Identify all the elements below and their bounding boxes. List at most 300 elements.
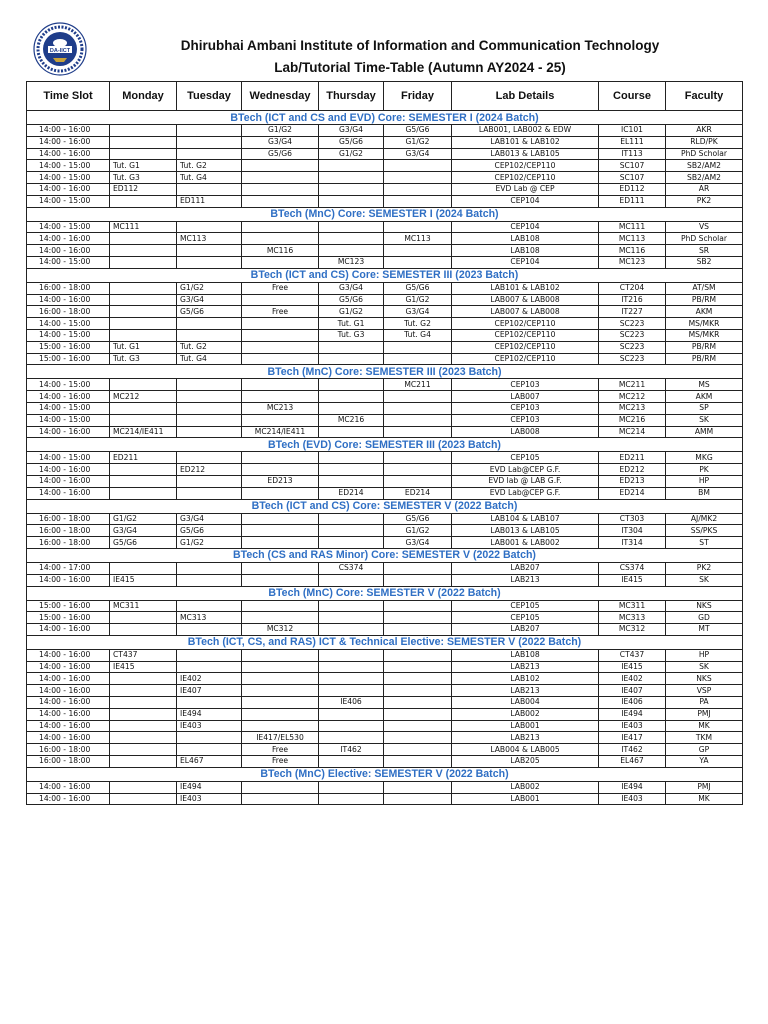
cell-time-slot: 14:00 - 16:00 — [27, 574, 110, 586]
cell-thursday — [319, 160, 384, 172]
cell-thursday: MC123 — [319, 256, 384, 268]
cell-lab-details: CEP103 — [452, 414, 599, 426]
section-header-row — [27, 499, 743, 513]
cell-lab-details: EVD Lab@CEP G.F. — [452, 487, 599, 499]
cell-thursday — [319, 685, 384, 697]
cell-wednesday — [242, 685, 319, 697]
cell-lab-details: LAB102 — [452, 673, 599, 685]
cell-monday: G5/G6 — [110, 537, 177, 549]
cell-lab-details: LAB213 — [452, 574, 599, 586]
cell-time-slot: 16:00 - 18:00 — [27, 306, 110, 318]
cell-course: IT113 — [599, 148, 666, 160]
cell-wednesday: G5/G6 — [242, 148, 319, 160]
cell-time-slot: 14:00 - 16:00 — [27, 125, 110, 137]
section-title: BTech (ICT and CS) Core: SEMESTER III (2023 Batch) — [27, 268, 743, 282]
cell-tuesday: Tut. G2 — [177, 341, 242, 353]
cell-time-slot: 14:00 - 17:00 — [27, 562, 110, 574]
cell-tuesday — [177, 379, 242, 391]
cell-faculty: PhD Scholar — [666, 233, 743, 245]
section-title: BTech (MnC) Core: SEMESTER I (2024 Batch) — [27, 207, 743, 221]
cell-monday — [110, 318, 177, 330]
column-header-course: Course — [599, 82, 666, 111]
cell-monday: Tut. G3 — [110, 353, 177, 365]
cell-faculty: YA — [666, 756, 743, 768]
cell-course: IT304 — [599, 525, 666, 537]
cell-lab-details: EVD lab @ LAB G.F. — [452, 475, 599, 487]
column-header-time-slot: Time Slot — [27, 82, 110, 111]
table-row — [27, 256, 743, 268]
table-row — [27, 318, 743, 330]
cell-friday: G3/G4 — [384, 306, 452, 318]
cell-friday — [384, 353, 452, 365]
cell-monday — [110, 793, 177, 805]
cell-time-slot: 14:00 - 16:00 — [27, 793, 110, 805]
column-header-wednesday: Wednesday — [242, 82, 319, 111]
cell-monday — [110, 306, 177, 318]
cell-faculty: ST — [666, 537, 743, 549]
cell-monday: MC111 — [110, 221, 177, 233]
cell-thursday — [319, 475, 384, 487]
cell-time-slot: 14:00 - 16:00 — [27, 685, 110, 697]
cell-friday — [384, 391, 452, 403]
cell-faculty: VS — [666, 221, 743, 233]
cell-friday — [384, 183, 452, 195]
cell-lab-details: CEP105 — [452, 600, 599, 612]
cell-time-slot: 14:00 - 16:00 — [27, 391, 110, 403]
cell-tuesday: IE403 — [177, 720, 242, 732]
cell-faculty: SK — [666, 414, 743, 426]
cell-time-slot: 14:00 - 15:00 — [27, 414, 110, 426]
cell-thursday: G1/G2 — [319, 306, 384, 318]
cell-wednesday: G1/G2 — [242, 125, 319, 137]
cell-friday — [384, 402, 452, 414]
cell-course: MC116 — [599, 245, 666, 257]
cell-faculty: MKG — [666, 452, 743, 464]
cell-wednesday: Free — [242, 744, 319, 756]
cell-monday — [110, 329, 177, 341]
cell-course: IE494 — [599, 781, 666, 793]
cell-tuesday: G1/G2 — [177, 282, 242, 294]
cell-lab-details: LAB013 & LAB105 — [452, 525, 599, 537]
column-header-tuesday: Tuesday — [177, 82, 242, 111]
cell-thursday — [319, 624, 384, 636]
cell-monday: Tut. G1 — [110, 341, 177, 353]
cell-course: ED211 — [599, 452, 666, 464]
table-row — [27, 612, 743, 624]
cell-faculty: AT/SM — [666, 282, 743, 294]
cell-tuesday — [177, 414, 242, 426]
cell-friday: MC113 — [384, 233, 452, 245]
cell-time-slot: 14:00 - 16:00 — [27, 781, 110, 793]
cell-thursday — [319, 574, 384, 586]
cell-lab-details: LAB001 — [452, 793, 599, 805]
cell-course: IE494 — [599, 708, 666, 720]
cell-thursday: Tut. G1 — [319, 318, 384, 330]
column-header-faculty: Faculty — [666, 82, 743, 111]
cell-faculty: RLD/PK — [666, 136, 743, 148]
cell-lab-details: CEP102/CEP110 — [452, 172, 599, 184]
cell-thursday — [319, 708, 384, 720]
cell-wednesday — [242, 708, 319, 720]
cell-friday — [384, 221, 452, 233]
table-row — [27, 708, 743, 720]
cell-wednesday: ED213 — [242, 475, 319, 487]
table-row — [27, 475, 743, 487]
cell-tuesday: G3/G4 — [177, 513, 242, 525]
cell-wednesday — [242, 414, 319, 426]
cell-tuesday — [177, 732, 242, 744]
column-header-friday: Friday — [384, 82, 452, 111]
cell-tuesday: IE402 — [177, 673, 242, 685]
cell-thursday — [319, 452, 384, 464]
cell-thursday: Tut. G3 — [319, 329, 384, 341]
cell-wednesday — [242, 649, 319, 661]
cell-lab-details: CEP102/CEP110 — [452, 329, 599, 341]
cell-course: CS374 — [599, 562, 666, 574]
section-title: BTech (MnC) Elective: SEMESTER V (2022 Batch) — [27, 767, 743, 781]
cell-thursday: G3/G4 — [319, 125, 384, 137]
table-row — [27, 195, 743, 207]
cell-tuesday — [177, 562, 242, 574]
cell-course: IE406 — [599, 697, 666, 709]
cell-course: ED212 — [599, 464, 666, 476]
cell-lab-details: LAB207 — [452, 624, 599, 636]
cell-faculty: TKM — [666, 732, 743, 744]
cell-time-slot: 14:00 - 15:00 — [27, 172, 110, 184]
cell-tuesday — [177, 624, 242, 636]
cell-course: SC223 — [599, 318, 666, 330]
cell-monday — [110, 379, 177, 391]
cell-faculty: SB2/AM2 — [666, 172, 743, 184]
cell-wednesday — [242, 793, 319, 805]
cell-thursday — [319, 245, 384, 257]
cell-tuesday: G1/G2 — [177, 537, 242, 549]
cell-wednesday — [242, 353, 319, 365]
cell-time-slot: 14:00 - 16:00 — [27, 233, 110, 245]
cell-lab-details: CEP102/CEP110 — [452, 318, 599, 330]
cell-wednesday — [242, 525, 319, 537]
cell-friday: G5/G6 — [384, 282, 452, 294]
cell-wednesday — [242, 487, 319, 499]
cell-monday — [110, 148, 177, 160]
cell-faculty: HP — [666, 475, 743, 487]
cell-tuesday — [177, 136, 242, 148]
cell-friday — [384, 720, 452, 732]
cell-friday — [384, 781, 452, 793]
table-row — [27, 341, 743, 353]
cell-faculty: MS/MKR — [666, 318, 743, 330]
cell-faculty: SP — [666, 402, 743, 414]
cell-time-slot: 14:00 - 15:00 — [27, 318, 110, 330]
section-title: BTech (CS and RAS Minor) Core: SEMESTER V (2022 Batch) — [27, 548, 743, 562]
cell-monday: G3/G4 — [110, 525, 177, 537]
section-header-row — [27, 586, 743, 600]
cell-friday — [384, 697, 452, 709]
section-title: BTech (ICT and CS) Core: SEMESTER V (2022 Batch) — [27, 499, 743, 513]
cell-lab-details: LAB108 — [452, 245, 599, 257]
cell-thursday — [319, 793, 384, 805]
cell-time-slot: 14:00 - 16:00 — [27, 245, 110, 257]
cell-thursday — [319, 195, 384, 207]
cell-course: IE402 — [599, 673, 666, 685]
table-row — [27, 720, 743, 732]
cell-wednesday — [242, 391, 319, 403]
cell-friday — [384, 562, 452, 574]
cell-course: ED112 — [599, 183, 666, 195]
cell-monday — [110, 562, 177, 574]
cell-thursday: CS374 — [319, 562, 384, 574]
cell-time-slot: 14:00 - 15:00 — [27, 402, 110, 414]
cell-wednesday — [242, 574, 319, 586]
cell-wednesday — [242, 600, 319, 612]
table-row — [27, 353, 743, 365]
cell-friday — [384, 574, 452, 586]
timetable-body — [27, 111, 743, 805]
cell-friday: G1/G2 — [384, 525, 452, 537]
cell-tuesday — [177, 391, 242, 403]
cell-tuesday: Tut. G2 — [177, 160, 242, 172]
cell-faculty: GD — [666, 612, 743, 624]
table-row — [27, 649, 743, 661]
cell-faculty: MS — [666, 379, 743, 391]
cell-thursday — [319, 513, 384, 525]
cell-monday — [110, 732, 177, 744]
table-row — [27, 172, 743, 184]
cell-monday — [110, 125, 177, 137]
cell-lab-details: CEP102/CEP110 — [452, 160, 599, 172]
cell-friday: G3/G4 — [384, 537, 452, 549]
section-header-row — [27, 111, 743, 125]
cell-thursday — [319, 391, 384, 403]
cell-faculty: MK — [666, 793, 743, 805]
cell-friday — [384, 195, 452, 207]
table-row — [27, 661, 743, 673]
table-row — [27, 537, 743, 549]
cell-course: IE415 — [599, 574, 666, 586]
cell-course: SC223 — [599, 353, 666, 365]
cell-monday — [110, 624, 177, 636]
cell-wednesday: IE417/EL530 — [242, 732, 319, 744]
table-row — [27, 125, 743, 137]
cell-time-slot: 14:00 - 16:00 — [27, 720, 110, 732]
cell-thursday — [319, 673, 384, 685]
table-row — [27, 744, 743, 756]
cell-time-slot: 14:00 - 16:00 — [27, 732, 110, 744]
cell-faculty: PA — [666, 697, 743, 709]
cell-wednesday — [242, 720, 319, 732]
cell-friday: G5/G6 — [384, 125, 452, 137]
cell-friday: MC211 — [384, 379, 452, 391]
header-row — [27, 82, 743, 111]
cell-tuesday — [177, 148, 242, 160]
cell-time-slot: 14:00 - 16:00 — [27, 708, 110, 720]
cell-tuesday: IE407 — [177, 685, 242, 697]
cell-friday — [384, 452, 452, 464]
cell-lab-details: LAB001 — [452, 720, 599, 732]
cell-faculty: BM — [666, 487, 743, 499]
cell-faculty: SK — [666, 574, 743, 586]
institute-logo — [33, 22, 87, 76]
cell-wednesday — [242, 452, 319, 464]
cell-wednesday — [242, 195, 319, 207]
cell-lab-details: CEP102/CEP110 — [452, 353, 599, 365]
cell-thursday — [319, 720, 384, 732]
cell-monday: ED112 — [110, 183, 177, 195]
cell-monday — [110, 744, 177, 756]
section-header-row — [27, 365, 743, 379]
table-row — [27, 233, 743, 245]
cell-lab-details: LAB007 & LAB008 — [452, 306, 599, 318]
cell-tuesday — [177, 245, 242, 257]
cell-faculty: SB2 — [666, 256, 743, 268]
cell-lab-details: EVD Lab @ CEP — [452, 183, 599, 195]
table-row — [27, 513, 743, 525]
cell-tuesday: G5/G6 — [177, 525, 242, 537]
cell-time-slot: 16:00 - 18:00 — [27, 513, 110, 525]
cell-lab-details: LAB001 & LAB002 — [452, 537, 599, 549]
cell-thursday: MC216 — [319, 414, 384, 426]
table-row — [27, 697, 743, 709]
cell-time-slot: 14:00 - 15:00 — [27, 452, 110, 464]
cell-course: MC311 — [599, 600, 666, 612]
cell-lab-details: CEP103 — [452, 379, 599, 391]
cell-lab-details: CEP105 — [452, 452, 599, 464]
cell-friday — [384, 793, 452, 805]
cell-lab-details: LAB207 — [452, 562, 599, 574]
cell-monday: MC214/IE411 — [110, 426, 177, 438]
cell-wednesday — [242, 160, 319, 172]
cell-tuesday — [177, 329, 242, 341]
cell-thursday — [319, 402, 384, 414]
cell-friday — [384, 256, 452, 268]
section-title: BTech (ICT, CS, and RAS) ICT & Technical Elective: SEMESTER V (2022 Batch) — [27, 635, 743, 649]
timetable — [26, 81, 743, 805]
cell-friday — [384, 341, 452, 353]
cell-tuesday — [177, 487, 242, 499]
cell-monday: Tut. G3 — [110, 172, 177, 184]
cell-time-slot: 14:00 - 16:00 — [27, 464, 110, 476]
cell-monday — [110, 685, 177, 697]
cell-tuesday — [177, 475, 242, 487]
cell-faculty: AKM — [666, 391, 743, 403]
cell-thursday — [319, 781, 384, 793]
cell-course: IE417 — [599, 732, 666, 744]
cell-faculty: PK2 — [666, 562, 743, 574]
cell-time-slot: 16:00 - 18:00 — [27, 744, 110, 756]
cell-course: CT303 — [599, 513, 666, 525]
cell-thursday — [319, 649, 384, 661]
cell-thursday: IT462 — [319, 744, 384, 756]
cell-monday — [110, 282, 177, 294]
cell-faculty: HP — [666, 649, 743, 661]
cell-tuesday: G3/G4 — [177, 294, 242, 306]
cell-wednesday: MC213 — [242, 402, 319, 414]
cell-friday — [384, 732, 452, 744]
cell-course: MC211 — [599, 379, 666, 391]
table-row — [27, 402, 743, 414]
cell-thursday — [319, 183, 384, 195]
section-title: BTech (EVD) Core: SEMESTER III (2023 Batch) — [27, 438, 743, 452]
cell-course: SC223 — [599, 329, 666, 341]
cell-lab-details: CEP104 — [452, 195, 599, 207]
cell-time-slot: 14:00 - 15:00 — [27, 221, 110, 233]
cell-course: CT204 — [599, 282, 666, 294]
cell-thursday: G5/G6 — [319, 136, 384, 148]
cell-wednesday — [242, 537, 319, 549]
table-row — [27, 379, 743, 391]
cell-lab-details: LAB205 — [452, 756, 599, 768]
cell-thursday — [319, 221, 384, 233]
cell-tuesday: ED111 — [177, 195, 242, 207]
cell-monday: CT437 — [110, 649, 177, 661]
cell-time-slot: 15:00 - 16:00 — [27, 341, 110, 353]
cell-time-slot: 14:00 - 16:00 — [27, 673, 110, 685]
cell-thursday: ED214 — [319, 487, 384, 499]
cell-wednesday — [242, 256, 319, 268]
cell-tuesday: MC313 — [177, 612, 242, 624]
cell-wednesday — [242, 329, 319, 341]
cell-wednesday: Free — [242, 756, 319, 768]
cell-course: IE415 — [599, 661, 666, 673]
cell-monday — [110, 256, 177, 268]
cell-lab-details: LAB101 & LAB102 — [452, 282, 599, 294]
cell-thursday — [319, 525, 384, 537]
cell-tuesday — [177, 452, 242, 464]
cell-faculty: AMM — [666, 426, 743, 438]
cell-time-slot: 14:00 - 15:00 — [27, 379, 110, 391]
cell-friday — [384, 744, 452, 756]
cell-course: SC223 — [599, 341, 666, 353]
cell-friday: Tut. G4 — [384, 329, 452, 341]
table-row — [27, 414, 743, 426]
section-title: BTech (ICT and CS and EVD) Core: SEMESTER I (2024 Batch) — [27, 111, 743, 125]
cell-lab-details: LAB108 — [452, 649, 599, 661]
cell-wednesday — [242, 513, 319, 525]
cell-monday — [110, 487, 177, 499]
cell-time-slot: 14:00 - 16:00 — [27, 426, 110, 438]
cell-monday: IE415 — [110, 574, 177, 586]
section-header-row — [27, 438, 743, 452]
cell-faculty: MK — [666, 720, 743, 732]
cell-time-slot: 14:00 - 16:00 — [27, 661, 110, 673]
cell-monday — [110, 708, 177, 720]
cell-lab-details: LAB213 — [452, 732, 599, 744]
cell-wednesday — [242, 697, 319, 709]
section-header-row — [27, 268, 743, 282]
cell-faculty: AJ/MK2 — [666, 513, 743, 525]
cell-friday — [384, 426, 452, 438]
cell-course: IT314 — [599, 537, 666, 549]
cell-course: IE403 — [599, 720, 666, 732]
cell-tuesday — [177, 125, 242, 137]
cell-tuesday — [177, 574, 242, 586]
cell-friday — [384, 756, 452, 768]
cell-tuesday — [177, 426, 242, 438]
cell-wednesday: G3/G4 — [242, 136, 319, 148]
cell-lab-details: LAB108 — [452, 233, 599, 245]
table-row — [27, 183, 743, 195]
section-title: BTech (MnC) Core: SEMESTER III (2023 Batch) — [27, 365, 743, 379]
cell-course: SC107 — [599, 160, 666, 172]
cell-faculty: VSP — [666, 685, 743, 697]
cell-monday: MC311 — [110, 600, 177, 612]
cell-faculty: NKS — [666, 600, 743, 612]
cell-lab-details: LAB007 — [452, 391, 599, 403]
cell-lab-details: LAB104 & LAB107 — [452, 513, 599, 525]
table-row — [27, 574, 743, 586]
cell-wednesday — [242, 294, 319, 306]
section-title: BTech (MnC) Core: SEMESTER V (2022 Batch) — [27, 586, 743, 600]
